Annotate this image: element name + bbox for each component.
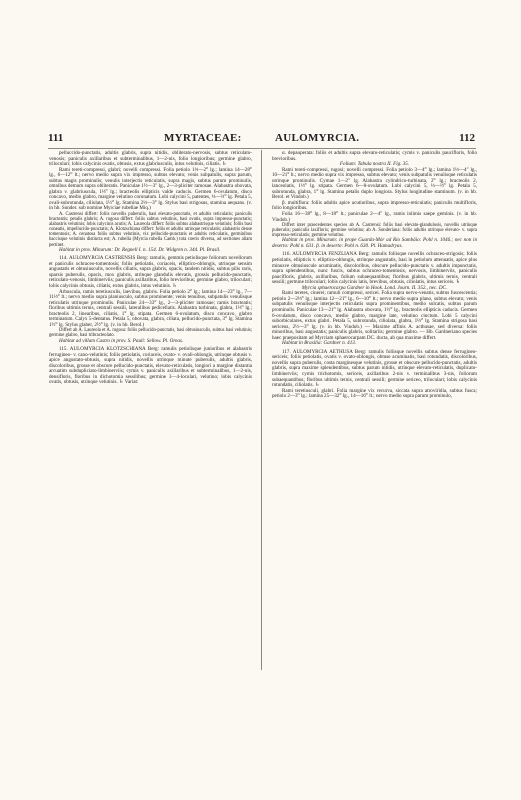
right-column-paragraph: 116. AULOMYRCIA FENZLIANA Berg: ramulis foliisque novellis ochraceo-strigosis; foliis petiolatis, ellipticis v. elliptico-oblongis, utrinque angustatis, basi in petiolum attenuatis, apice plus minusve obtusiuscule acuminatis, discoloribus, obscure pellucido-punctatis v. adultis impunctatis, supra splendentibus, nunc fuscis, subtus ochraceo-tomentosis, nervosis, limbinerviis, paniculis paucifloris, glabris, axillaribus, folium subaequantibus; floribus glabris, ultimis ternis, centrali sessili; germine triloculari; lobis calycinis latis, brevibus, obtusis, ciliolatis, intus sericeis. ♄ bbox=[272, 251, 477, 286]
left-column-paragraph: Habitat in prov. Minarum: Dr. Regnell I. n. 154. Dr. Widgren n. 344. Pl. Brasil. bbox=[59, 246, 221, 253]
left-column-paragraph: Arbuscula, ramis teretiusculis, laevibus, glabris. Folia petiolo 2‴ lg.; lamina 14—23‴ lg., 7—11⅓‴ lt.; nervo medio supra planiusculo, subtus prominente; venis tenuibus, subpatulis venulisque reticulatis utrinque prominulis. Paniculae 24—33‴ lg., 2—3-pliciter ramosae; ramis bracteatis; floribus ultimis ternis, centrali sessili, lateralibus pedicellatis. Alabastra turbinata, glabra, 1⅓‴ lg.; bracteolis 2, linearibus, ciliatis, 1‴ lg. stipata. Germen 6-ovulatum, disco concavo, glabro terminatum. Calyx 5-dentatus. Petala 5, obovata, glabra, ciliata, pellucido-punctata, 3‴ lg. Stamina 1½‴ lg. Stylus glaber, 2½‴ lg. (v. in hb. Berol.) bbox=[49, 288, 252, 328]
family-title: MYRTACEAE: bbox=[164, 132, 242, 144]
right-column-paragraph: Folium: Tabula nostra II. Fig. 35. bbox=[339, 161, 410, 168]
left-column-paragraph: Habitat ad villam Castro in prov. S. Pauli: Sellow. Pl. Oreas. bbox=[59, 337, 184, 344]
right-column-paragraph: Differt inter praecedentes species ab A. Castrensi: foliis basi elevato-glandulosis, novellis utrinque puberulis; paniculis laxifloris; germine velutino; ab A. Sonderiana: foliis adultis utrinque elevato- v. supra impresso-reticulatis; germine velutino. bbox=[272, 223, 477, 239]
left-column-paragraph: Differt ab A. Laureola et A. rugosa: foliis pellucido-punctatis, basi obtusiusculis, subtus basi velutinis; germine glabro, basi tribracteolato. bbox=[49, 328, 252, 339]
right-column-paragraph: β. multiflora: foliis adultis apice acutioribus, supra impresso-reticulatis; paniculis multifloris, folio longioribus. bbox=[272, 199, 477, 212]
right-column bbox=[272, 151, 477, 400]
left-column-paragraph: A. Castrensi differt: foliis novellis puberulis, basi elevato-punctatis, et adultis reticulatis; paniculis bracteatis; petalis glabris; A. rugosa differt: foliis subtus velutinis, basi ovatis, supra impresso-punctatis; alabastris velutinis; lobis calycinis acutis; A. Laureola differt: foliis subtus alabastrisque velutinis; foliis basi cuneatis, impellucido-punctatis; A. Klotzschiana differt: foliis et adultis utrinque reticulatis; alabastris dense tomentosis; A. cenatosa foliis subtus velutinis, vix pellucido-punctatis et adultis reticulatis, germinibus baccisque velutinis distincta est; A. rubella (Myrcia rubella Camb.) tota coeris diversa, ad sectiones aliam pertinet. bbox=[49, 212, 253, 248]
right-column-paragraph: Habitat in Brasilia: Gardner n. 413. bbox=[282, 340, 357, 347]
left-column-paragraph: 114. AULOMYRCIA CASTRENSIS Berg: ramulis, gemmis petiolisque foliorum novellorum et paniculis ochraceo-tomentosis; foliis petiolatis, coriaceis, elliptico-oblongis, utrinque sensim angustatis et obtusiusculis, novellis ciliatis, supra glabris, opacis, tandem nitidis, subtus pilis raris, sparsis puberulis, opacis, mox glabris, utrinque glandulis elevatis, grossis pellucido-punctatis, reticulato-venosis, limbinerviis; paniculis axillaribus, folio brevioribus; germine glabro, triloculari; lobis calycinis obtusis, ciliatis, extus glabris, intus velutinis. ♄ bbox=[49, 255, 252, 289]
right-column-paragraph: Myrcia sphaerocarpa Gardner in Hook. Lond. Journ. II. 352., nec. DC. bbox=[301, 284, 448, 291]
left-column-paragraph: 115. AULOMYRCIA KLOTZSCHIANA Berg: ramulis petiolisque junioribus et alabastris ferrugineo- v. cano-velutinis; foliis petiolatis, coriaceis, ovato- v. ovali-oblongis, utrinque obtusis v. apice angustato-obtusis, supra nitidis, novellis utrinque minute puberulis, adultis glabris, discoloribus, grosse et obscure pellucido-punctatis, elevato-reticulatis, longiori a margine distantia arcuatim subdupliciato-limbinerviis; cymis v. paniculis axillaribus et subterminalibus, 1—2-nis, densifloris, floribus in dichotomia sessilibus; germine 3—4-loculari, velutino; lobis calycinis ovatis, obtusis, utrinque velutinis. ♄ Variat: bbox=[49, 346, 252, 386]
header-rule bbox=[48, 148, 476, 149]
right-column-paragraph: Rami teretes, cinerei; ramuli compressi, sericei. Folia supra nervo-venatis, subtus fuscescentia; petiolo 2—2⅓‴ lg.; lamina 12—21‴ lg., 6—10‴ lt.; nervo medio supra plano, subtus elevato; venis subpatulis venulisque interjectis reticulatis supra prominentibus, medio sulcatis, subtus parum prominulis. Paniculae 13—21‴ lg. Alabastra obovata, 1½‴ lg., bracteolis ellipticis caducis. Germen 6-ovulatum, disco concavo, medio glabro, margine late, velutino cinctum. Lobi 5 calycini suborbiculares, extus glabri. Petala 5, subrotunda, ciliolata, glabra, 1⅓‴ lg. Stamina strigosa basi sericeus, 2½—3‴ lg. (v. in hb. Vindob.) — Maxime affinis A. acthusae, sed diversa: foliis minoribus, basi angustatis; paniculis glabris, solitariis; germine glabro. — Hb. Gardneriano species haec praepositam ad Myrciam sphaerocarpam DC. ducta, ab qua maxime differt. bbox=[272, 290, 477, 341]
right-column-paragraph: α. depauperata: foliis et adultis supra elevato-reticulatis; cymis v. paniculis pauciflоris, folio brevioribus. bbox=[272, 150, 477, 162]
right-column-paragraph: Rami tereti-compressi, rugosi; novelli compressi. Folia petiolo 3—4‴ lg.; lamina 1⅓—4″ lg., 10—21‴ lt.; nervo medio supra vix impresso, subtus elevato; venis subpatulis venulisque reticulatis utrinque prominulis. Cymae 1—2″ lg. Alabastra cylindrico-turbinata, 2‴ lg.; bracteolis 2, lanceolatis, 1⅓‴ lg. stipata. Germen 6—8-ovulatum. Lobi calycini 5, ⅓—⅔‴ lg. Petala 5, subrotunda, glabra, 1‴ lg. Stamina petalis duplo longiora. Stylus longitudine staminum. (v. in hb. Berol. et Vindob.) bbox=[272, 166, 477, 201]
left-column-paragraph: pelluccido-punctatis, adultis glabris, supra nitidis, obliterato-nervosis, subtus reticulato-venosis; paniculis axillaribus et subterminalibus, 1—2-nis, folio longioribus; germine glabro, triloculari; lobis calycinis ovatis, obtusis, extus glabriusculis, intus velutinis, ciliatis. ♄ bbox=[49, 150, 252, 168]
right-column-paragraph: Habitat in prov. Minarum: in prope Guarda-Mór ad Rio Sambâio: Pohl n. 1046.; nec non in deserto: Pohl n. 631. β. in deserto: Pohl n. 630. Pl. Hamadryas. bbox=[272, 237, 477, 249]
right-column-paragraph: 117. AULOMYRCIA AETHUSA Berg: ramulis foliisque novellis subtus dense ferrugineo-sericeis; foliis petiolatis, ovatis v. ovato-oblongis, obtuse acuminatis, basi rotundatis, discoloribus, novellis supra puberulis, costa marginesque velutinis, grosse et obscure pellucido-punctatis, adultis glabris, supra maxime splendentibus, subtus parum nitidis, utrinque elevato-reticulatis, duplicato-limbinerviis; cymis trichotomis, sericeis, axillaribus 2-nis v. terminalibus 3-nis, foliorum subaequantibus; floribus ultimis ternis, centrali sessili; germine sericeo, triloculari; lobis calycinis rotundatis, ciliolatis. ♄ bbox=[272, 348, 477, 389]
page-number-left: 111 bbox=[48, 132, 64, 144]
running-header bbox=[0, 132, 521, 146]
right-column-paragraph: Folia 16—38‴ lg., 8—18‴ lt.; paniculae 2—4″ lg., ramis inlimis saepe geminis. (v. in hb. Vindob.) bbox=[272, 211, 477, 223]
column-divider bbox=[261, 150, 262, 670]
page-number-right: 112 bbox=[459, 132, 475, 144]
left-column-paragraph: Rami tereti-compressi, glabri; novelli compressi. Folia petiolo 1⅓—2‴ lg.; lamina 14—28‴ lg., 6—12‴ lt.; nervo medio supra vix impresso, subtus elevato; venis subpatulis, supra parum, subtus magis prominulis; venulis interjectis reticulatis, supra magis, subtus parum prominulis, omnibus demum supra obliteratis. Paniculae 1½—3″ lg., 2—3-pliciter ramosae. Alabastra obovata, glabra v. glabriuscula, 1⅓‴ lg.; bracteolis ellipticis valde caducis. Germen 6-ovulatum, disco concavo, medio glabro, margine velutino coronatum. Lobi calycini 5, patentes, ⅓—⅔‴ lg. Petala 5, ovali-subrotunda, ciliolata, 1½‴ lg. Stamina 2⅓—3‴ lg. Stylus basi strigosus, stamina aequans. (v. in hb. Sonder. sub nomine Myrciae rubellae Miq.) bbox=[49, 166, 252, 212]
right-column-paragraph: Rami teretiusculi, glabri. Folia margine vix recurva, siccata supra atroviridia, subtus fusca; petiolo 2—3‴ lg.; lamina 25—32‴ lg., 14—16‴ lt.; nervo medio supra parum prominulo, bbox=[272, 387, 477, 400]
left-column bbox=[49, 151, 252, 386]
genus-title: AULOMYRCIA. bbox=[275, 132, 360, 144]
